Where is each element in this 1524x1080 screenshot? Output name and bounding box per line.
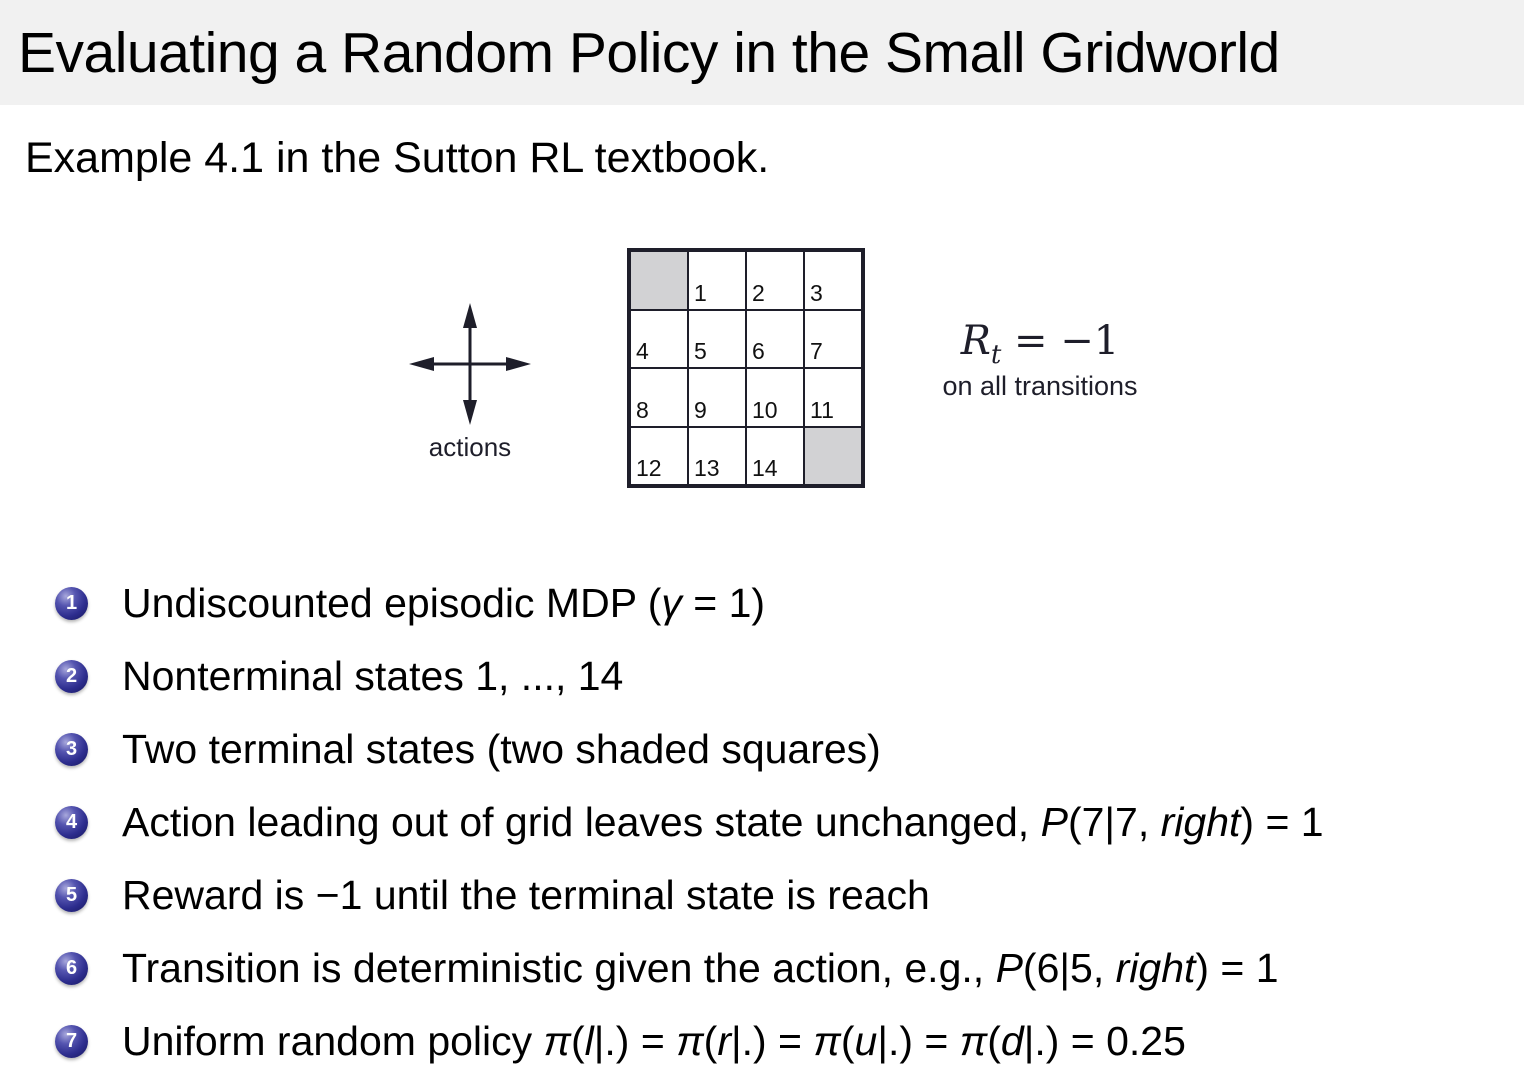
text-segment: Action leading out of grid leaves state unchanged, bbox=[122, 799, 1041, 845]
cell-label: 8 bbox=[636, 396, 649, 423]
property-text bbox=[122, 799, 1324, 846]
math-segment: −1 bbox=[315, 872, 363, 918]
terminal-cell bbox=[630, 251, 688, 310]
cell-label: 4 bbox=[636, 338, 649, 364]
text-segment: Undiscounted episodic MDP bbox=[122, 580, 648, 626]
property-text bbox=[122, 945, 1279, 992]
terminal-cell bbox=[804, 427, 862, 486]
property-text bbox=[122, 653, 623, 700]
grid-cell bbox=[746, 427, 804, 486]
math-segment: u bbox=[854, 1018, 878, 1064]
item-number-badge: 2 bbox=[55, 660, 88, 693]
grid-cell bbox=[630, 310, 688, 369]
property-item bbox=[55, 859, 1324, 932]
cell-label: 13 bbox=[694, 455, 720, 481]
cell-label: 1 bbox=[694, 279, 707, 306]
grid-cell bbox=[688, 251, 746, 310]
grid-cell bbox=[746, 251, 804, 310]
text-segment: Two terminal states (two shaded squares) bbox=[122, 726, 881, 772]
cell-label: 10 bbox=[752, 396, 778, 423]
math-segment: |.) = bbox=[730, 1018, 814, 1064]
math-segment: right bbox=[1115, 945, 1196, 991]
text-segment: until the terminal state is reach bbox=[362, 872, 930, 918]
grid-cell bbox=[688, 427, 746, 486]
math-segment: |.) = bbox=[593, 1018, 677, 1064]
math-segment: ( bbox=[987, 1018, 1001, 1064]
properties-list bbox=[55, 567, 1324, 1078]
item-number-badge: 5 bbox=[55, 879, 88, 912]
property-text bbox=[122, 580, 765, 627]
property-item bbox=[55, 713, 1324, 786]
property-item bbox=[55, 786, 1324, 859]
math-segment: ( bbox=[840, 1018, 855, 1064]
math-segment: |.) = bbox=[877, 1018, 960, 1064]
grid-cell bbox=[804, 251, 862, 310]
cell-label: 5 bbox=[694, 338, 707, 364]
math-segment: ( bbox=[647, 580, 662, 626]
math-segment: l bbox=[584, 1018, 594, 1064]
math-segment: |.) = 0.25 bbox=[1023, 1018, 1186, 1064]
math-segment: π bbox=[813, 1018, 841, 1064]
subtitle: Example 4.1 in the Sutton RL textbook. bbox=[25, 134, 770, 182]
reward-variable: R bbox=[960, 318, 991, 364]
text-segment: Reward is bbox=[122, 872, 316, 918]
text-segment: Nonterminal states bbox=[122, 653, 476, 699]
math-segment: π bbox=[676, 1018, 704, 1064]
cell-label: 6 bbox=[752, 338, 765, 364]
grid-cell bbox=[630, 368, 688, 427]
math-segment: 1, ..., 14 bbox=[475, 653, 624, 699]
math-segment: ) = 1 bbox=[1240, 799, 1324, 845]
actions-label: actions bbox=[428, 432, 512, 462]
actions-cross-icon bbox=[408, 302, 532, 426]
gridworld-grid bbox=[627, 248, 865, 488]
math-segment: γ bbox=[661, 580, 682, 626]
math-segment: π bbox=[543, 1018, 571, 1064]
math-segment: right bbox=[1160, 799, 1241, 845]
item-number-badge: 7 bbox=[55, 1025, 88, 1058]
reward-equation bbox=[900, 318, 1180, 370]
math-segment: P bbox=[1040, 799, 1068, 845]
reward-value: = −1 bbox=[1001, 318, 1120, 364]
item-number-badge: 6 bbox=[55, 952, 88, 985]
math-segment: π bbox=[959, 1018, 988, 1064]
item-number-badge: 4 bbox=[55, 806, 88, 839]
text-segment: Transition is deterministic given the action, e.g., bbox=[122, 945, 996, 991]
cell-label: 2 bbox=[752, 279, 765, 306]
reward-note bbox=[900, 318, 1180, 402]
math-segment: ( bbox=[703, 1018, 718, 1064]
grid-cell bbox=[630, 427, 688, 486]
grid-cell bbox=[688, 368, 746, 427]
math-segment: = 1) bbox=[681, 580, 766, 626]
grid-cell bbox=[746, 368, 804, 427]
cell-label: 11 bbox=[810, 396, 834, 423]
grid-cell bbox=[688, 310, 746, 369]
property-text bbox=[122, 872, 930, 919]
grid-cell bbox=[746, 310, 804, 369]
math-segment: d bbox=[1000, 1018, 1024, 1064]
math-segment: P bbox=[995, 945, 1023, 991]
math-segment: ) = 1 bbox=[1195, 945, 1279, 991]
property-text bbox=[122, 1018, 1186, 1065]
text-segment: Uniform random policy bbox=[122, 1018, 544, 1064]
cell-label: 9 bbox=[694, 396, 707, 423]
reward-subscript: t bbox=[990, 340, 1002, 370]
item-number-badge: 3 bbox=[55, 733, 88, 766]
property-item bbox=[55, 640, 1324, 713]
cell-label: 14 bbox=[752, 455, 778, 481]
slide-title-bar bbox=[0, 0, 1524, 105]
actions-diagram bbox=[402, 302, 538, 463]
grid-cell bbox=[804, 310, 862, 369]
math-segment: (7|7, bbox=[1067, 799, 1161, 845]
math-segment: (6|5, bbox=[1022, 945, 1116, 991]
cell-label: 12 bbox=[636, 455, 662, 481]
property-item bbox=[55, 932, 1324, 1005]
property-item bbox=[55, 567, 1324, 640]
math-segment: ( bbox=[571, 1018, 585, 1064]
math-segment: r bbox=[717, 1018, 731, 1064]
slide-title: Evaluating a Random Policy in the Small Gridworld bbox=[18, 20, 1280, 85]
grid-cell bbox=[804, 368, 862, 427]
cell-label: 3 bbox=[810, 279, 823, 306]
cell-label: 7 bbox=[810, 338, 823, 364]
property-text bbox=[122, 726, 881, 773]
item-number-badge: 1 bbox=[55, 587, 88, 620]
reward-caption: on all transitions bbox=[942, 371, 1138, 401]
property-item bbox=[55, 1005, 1324, 1078]
